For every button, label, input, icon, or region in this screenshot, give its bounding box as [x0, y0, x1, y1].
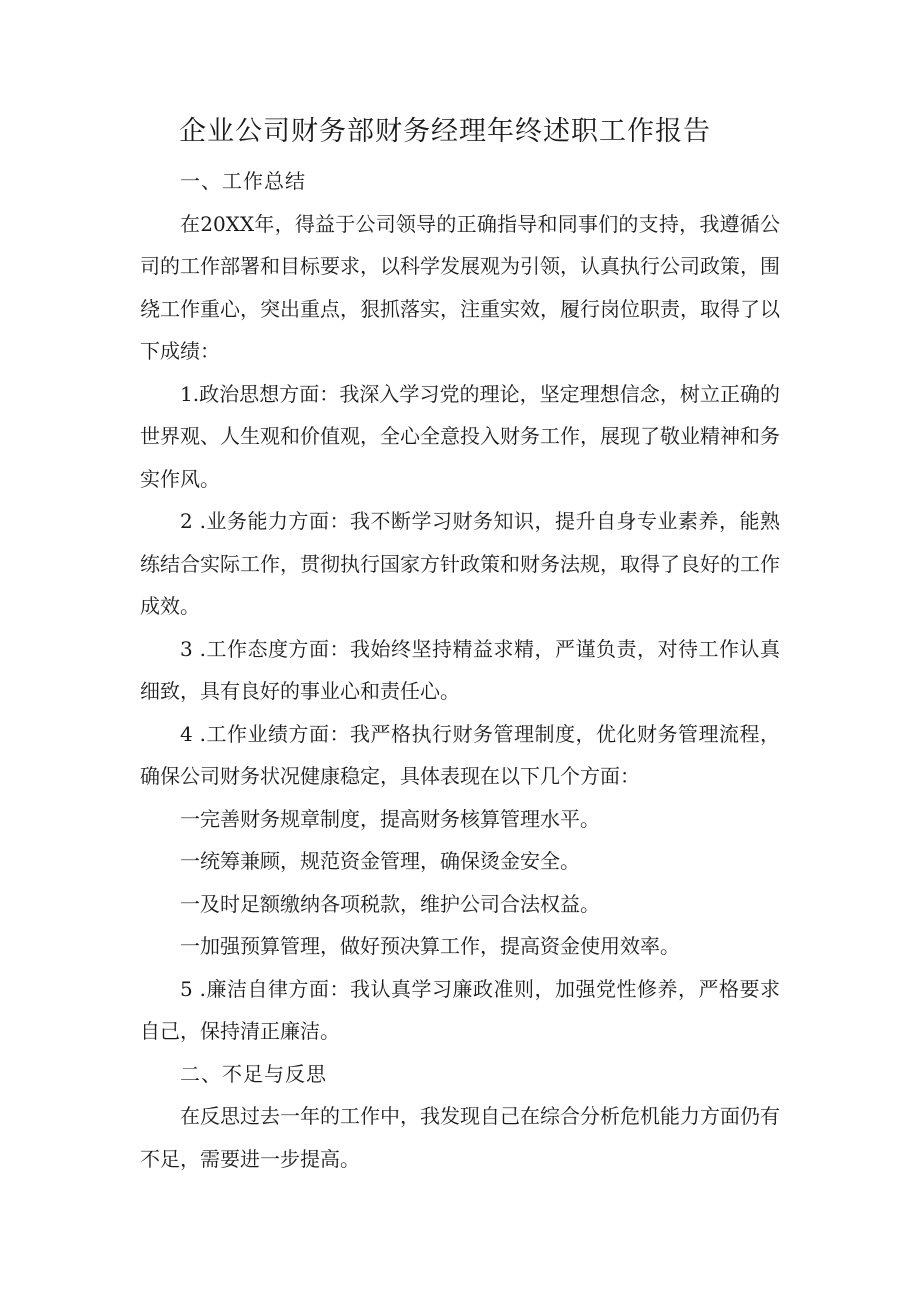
paragraph-item-2-ability: 2 .业务能力方面：我不断学习财务知识，提升自身专业素养，能熟练结合实际工作，贯彻执行国家方针政策和财务法规，取得了良好的工作成效。	[140, 509, 780, 618]
paragraph-item-5-integrity: 5 .廉洁自律方面：我认真学习廉政准则，加强党性修养，严格要求自己，保持清正廉洁。	[140, 976, 780, 1043]
bullet-item-1: 一完善财务规章制度，提高财务核算管理水平。	[180, 806, 600, 831]
section-heading-work-summary: 一、工作总结	[180, 169, 306, 193]
paragraph-item-4-performance: 4 .工作业绩方面：我严格执行财务管理制度，优化财务管理流程，确保公司财务状况健康稳定，具体表现在以下几个方面：	[140, 721, 780, 788]
paragraph-reflection: 在反思过去一年的工作中，我发现自己在综合分析危机能力方面仍有不足，需要进一步提高。	[140, 1104, 780, 1171]
bullet-item-4: 一加强预算管理，做好预决算工作，提高资金使用效率。	[180, 934, 680, 958]
paragraph-item-1-political: 1.政治思想方面：我深入学习党的理论，坚定理想信念，树立正确的世界观、人生观和价值观，全心全意投入财务工作，展现了敬业精神和务实作风。	[140, 381, 780, 491]
section-heading-shortcomings: 二、不足与反思	[180, 1061, 327, 1086]
paragraph-item-3-attitude: 3 .工作态度方面：我始终坚持精益求精，严谨负责，对待工作认真细致，具有良好的事业心和责任心。	[140, 636, 780, 703]
paragraph-intro: 在20XX年，得益于公司领导的正确指导和同事们的支持，我遵循公司的工作部署和目标要求，以科学发展观为引领，认真执行公司政策，围绕工作重心，突出重点，狠抓落实，注重实效，履行岗位职责，取得了以下成绩：	[140, 211, 780, 363]
document-title: 企业公司财务部财务经理年终述职工作报告	[179, 116, 711, 147]
bullet-item-2: 一统筹兼顾，规范资金管理，确保烫金安全。	[180, 849, 580, 873]
bullet-item-3: 一及时足额缴纳各项税款，维护公司合法权益。	[180, 891, 600, 916]
document-body	[140, 160, 780, 1180]
